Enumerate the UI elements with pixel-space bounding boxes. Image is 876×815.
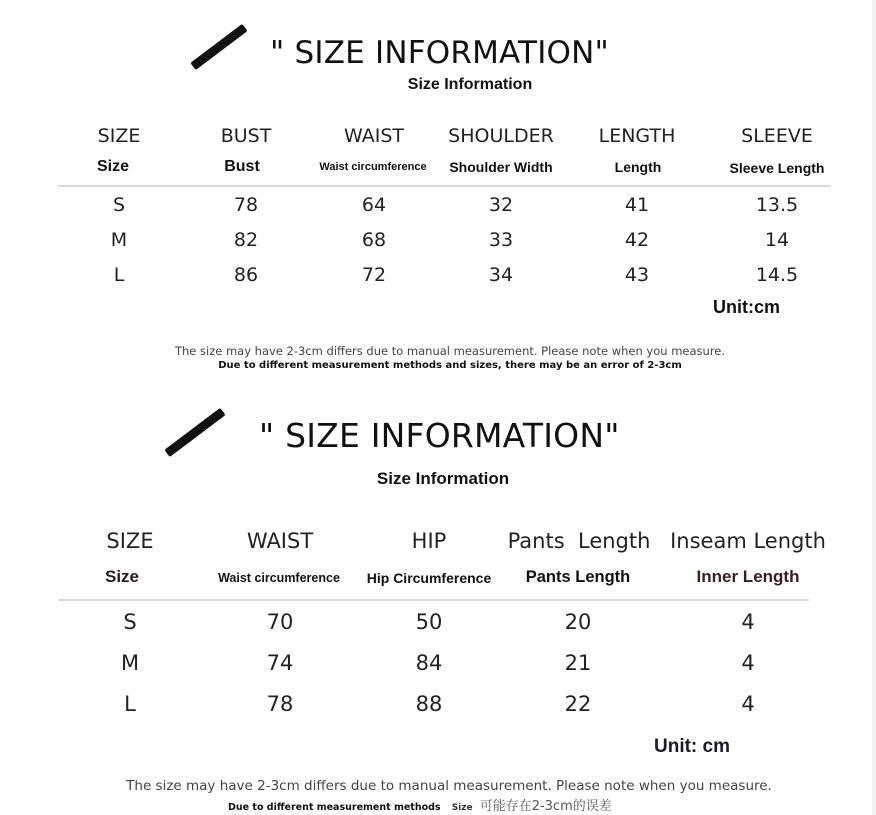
bottom-cell-pants-length: 22 (564, 692, 592, 716)
top-cell-sleeve: 14 (764, 229, 790, 251)
top-header-bust: BUST (220, 125, 272, 147)
bottom-cell-size: M (120, 651, 140, 675)
bottom-cell-inseam: 4 (741, 651, 755, 675)
top-note-bold: Due to different measurement methods and sizes, there may be an error of 2-3cm (218, 360, 682, 371)
top-header-size: SIZE (97, 125, 141, 147)
top-note: The size may have 2-3cm differs due to manual measurement. Please note when you measure. (174, 344, 726, 358)
bottom-subheader-waist: Waist circumference (218, 571, 340, 585)
bottom-cell-pants-length: 20 (564, 610, 592, 634)
bottom-note-bold: Due to different measurement methods (228, 802, 441, 813)
bottom-note-line2 (228, 795, 612, 814)
top-cell-waist: 72 (361, 264, 387, 286)
top-header-divider (58, 185, 831, 187)
bottom-title: " SIZE INFORMATION" (259, 416, 620, 455)
bottom-note: The size may have 2-3cm differs due to manual measurement. Please note when you measure. (126, 778, 772, 794)
bottom-subtitle: Size Information (376, 469, 510, 488)
top-cell-waist: 68 (361, 229, 387, 251)
bottom-cell-waist: 78 (266, 692, 294, 716)
top-cell-length: 41 (624, 194, 650, 216)
top-cell-sleeve: 14.5 (755, 264, 799, 286)
top-cell-size: L (113, 264, 125, 286)
right-edge-strip (872, 0, 876, 815)
bottom-cell-size: L (124, 692, 136, 716)
top-cell-shoulder: 32 (488, 194, 514, 216)
top-title: " SIZE INFORMATION" (270, 35, 609, 71)
bottom-header-inseam-length: Inseam Length (670, 529, 826, 553)
bottom-cell-pants-length: 21 (564, 651, 592, 675)
top-header-waist: WAIST (343, 125, 405, 147)
top-subtitle: Size Information (407, 76, 533, 93)
top-cell-bust: 78 (233, 194, 259, 216)
bottom-subheader-size: Size (104, 567, 140, 586)
top-cell-sleeve: 13.5 (755, 194, 799, 216)
top-subheader-bust: Bust (224, 158, 260, 175)
top-slash-decoration (190, 24, 247, 70)
bottom-cell-waist: 74 (266, 651, 294, 675)
top-cell-bust: 82 (233, 229, 259, 251)
top-subheader-shoulder: Shoulder Width (449, 159, 553, 175)
bottom-unit-label: Unit: cm (654, 736, 730, 757)
top-cell-shoulder: 34 (488, 264, 514, 286)
top-subheader-size: Size (96, 158, 130, 175)
top-subheader-sleeve: Sleeve Length (729, 160, 825, 176)
top-subheader-waist: Waist circumference (319, 161, 427, 173)
bottom-cell-hip: 50 (415, 610, 443, 634)
top-cell-length: 42 (624, 229, 650, 251)
bottom-subheader-pants-length: Pants Length (525, 568, 631, 586)
top-header-sleeve: SLEEVE (741, 125, 813, 147)
bottom-subheader-hip: Hip Circumference (366, 570, 492, 586)
bottom-slash-decoration (164, 408, 225, 457)
top-subheader-length: Length (614, 159, 662, 175)
top-header-shoulder: SHOULDER (448, 125, 554, 147)
bottom-header-size: SIZE (106, 529, 154, 553)
bottom-note-cn: 可能存在2-3cm的误差 (479, 799, 612, 814)
top-unit-label: Unit:cm (713, 297, 780, 317)
bottom-cell-hip: 84 (415, 651, 443, 675)
bottom-cell-hip: 88 (415, 692, 443, 716)
top-header-length: LENGTH (598, 125, 676, 147)
bottom-cell-size: S (123, 610, 137, 634)
bottom-cell-inseam: 4 (741, 610, 755, 634)
bottom-header-divider (58, 599, 809, 601)
top-cell-size: S (112, 194, 126, 216)
top-cell-waist: 64 (361, 194, 387, 216)
bottom-subheader-inner-length: Inner Length (696, 567, 800, 586)
bottom-header-hip: HIP (411, 529, 447, 553)
top-cell-length: 43 (624, 264, 650, 286)
bottom-note-size: Size (451, 803, 473, 813)
top-cell-shoulder: 33 (488, 229, 514, 251)
bottom-cell-inseam: 4 (741, 692, 755, 716)
bottom-header-waist: WAIST (246, 529, 314, 553)
bottom-cell-waist: 70 (266, 610, 294, 634)
top-cell-bust: 86 (233, 264, 259, 286)
top-cell-size: M (110, 229, 128, 251)
bottom-header-pants-length: Pants Length (507, 529, 651, 553)
